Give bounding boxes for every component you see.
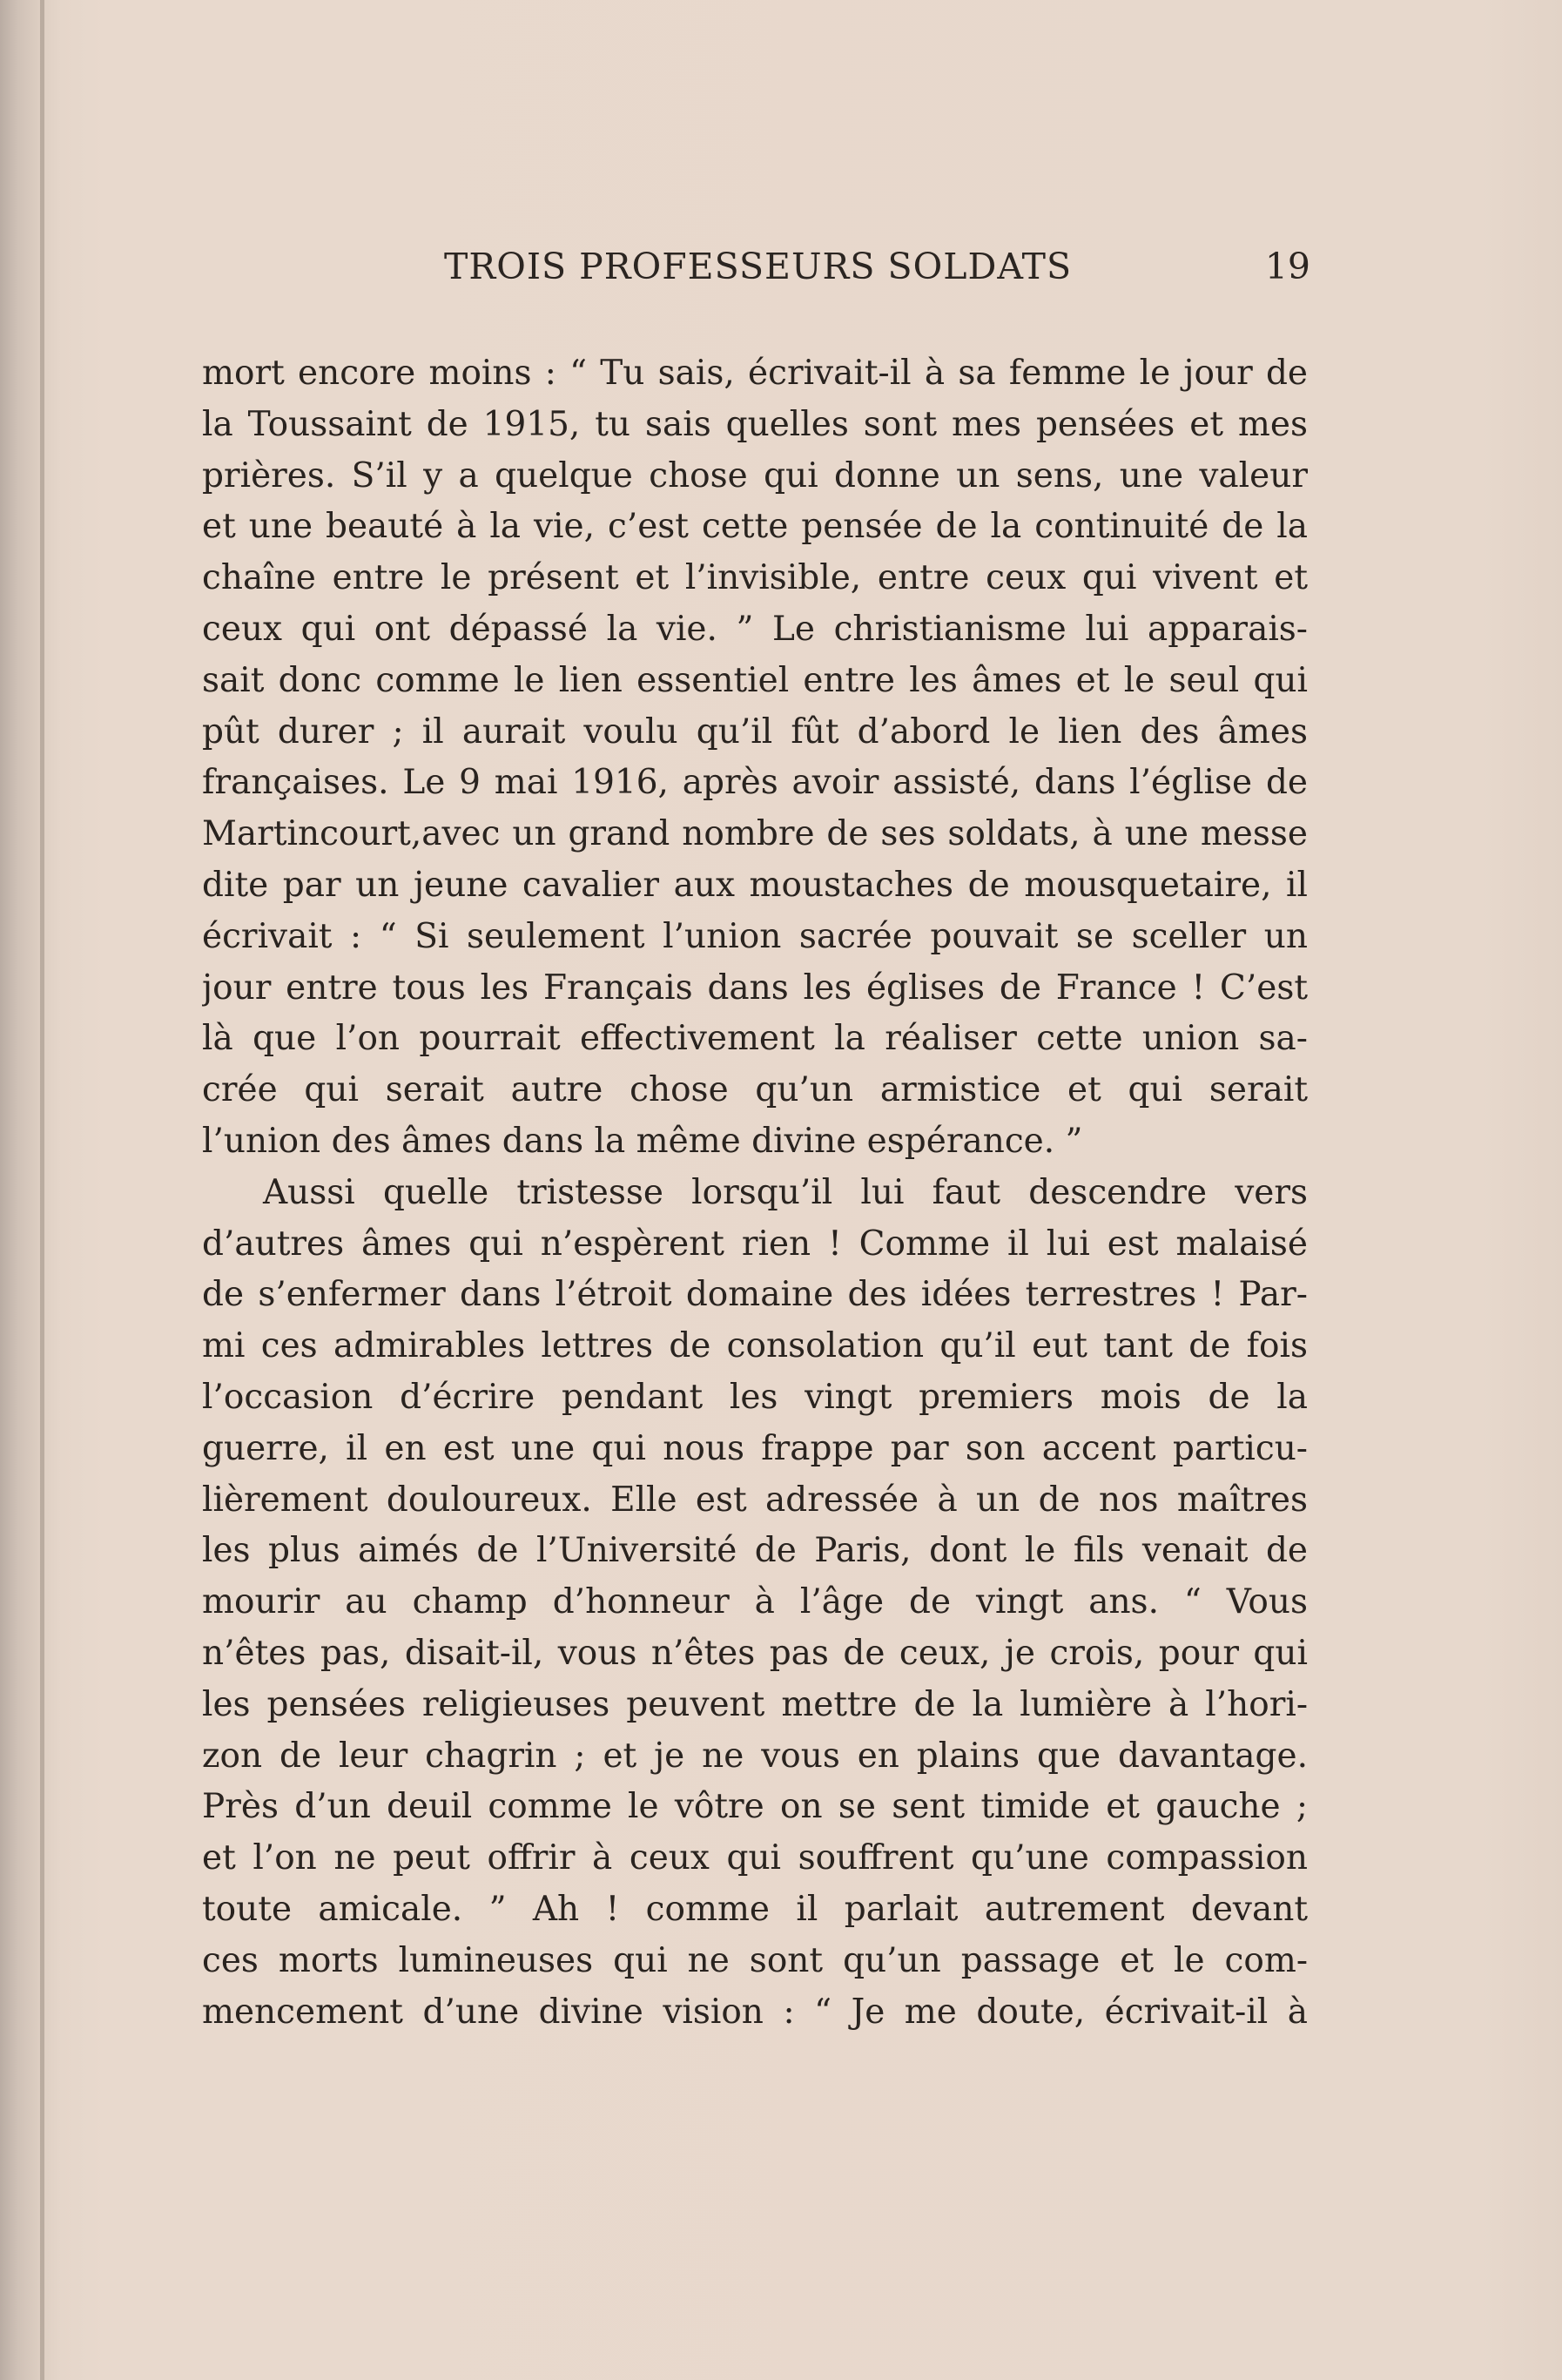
text-line: prières. S’il y a quelque chose qui donne un sens, une valeur — [202, 455, 1308, 496]
text-line: ces morts lumineuses qui ne sont qu’un passage et le com- — [202, 1940, 1308, 1980]
text-line: là que l’on pourrait effectivement la réaliser cette union sa- — [202, 1019, 1308, 1059]
text-line: guerre, il en est une qui nous frappe par son accent particu- — [202, 1428, 1308, 1468]
running-header — [205, 246, 1310, 298]
running-title: TROIS PROFESSEURS SOLDATS — [444, 246, 1073, 287]
text-line: l’occasion d’écrire pendant les vingt premiers mois de la — [202, 1377, 1308, 1417]
text-line: les pensées religieuses peuvent mettre de la lumière à l’hori- — [202, 1684, 1308, 1724]
text-line: lièrement douloureux. Elle est adressée à un de nos maîtres — [202, 1480, 1308, 1520]
text-line: et une beauté à la vie, c’est cette pensée de la continuité de la — [202, 507, 1308, 547]
text-line: zon de leur chagrin ; et je ne vous en plains que davantage. — [202, 1736, 1308, 1776]
text-line: mi ces admirables lettres de consolation qu’il eut tant de fois — [202, 1326, 1308, 1366]
text-line: n’êtes pas, disait-il, vous n’êtes pas de ceux, je crois, pour qui — [202, 1633, 1308, 1673]
text-line: d’autres âmes qui n’espèrent rien ! Comme il lui est malaisé — [202, 1224, 1308, 1264]
page-number: 19 — [1264, 246, 1310, 287]
text-line: de s’enfermer dans l’étroit domaine des idées terrestres ! Par- — [202, 1275, 1308, 1315]
text-line: sait donc comme le lien essentiel entre les âmes et le seul qui — [202, 660, 1308, 700]
text-line: ceux qui ont dépassé la vie. ” Le christianisme lui apparais- — [202, 609, 1308, 649]
text-line: crée qui serait autre chose qu’un armistice et qui serait — [202, 1070, 1308, 1110]
text-line: Près d’un deuil comme le vôtre on se sent timide et gauche ; — [202, 1787, 1308, 1827]
text-line: et l’on ne peut offrir à ceux qui souffrent qu’une compassion — [202, 1838, 1308, 1878]
text-line: écrivait : “ Si seulement l’union sacrée pouvait se sceller un — [202, 916, 1308, 956]
text-line: les plus aimés de l’Université de Paris, dont le fils venait de — [202, 1531, 1308, 1571]
text-line: Martincourt,avec un grand nombre de ses soldats, à une messe — [202, 814, 1308, 854]
text-line: la Toussaint de 1915, tu sais quelles sont mes pensées et mes — [202, 404, 1308, 444]
text-line: mencement d’une divine vision : “ Je me doute, écrivait-il à — [202, 1992, 1308, 2032]
text-line: mourir au champ d’honneur à l’âge de vingt ans. “ Vous — [202, 1582, 1308, 1622]
text-line: dite par un jeune cavalier aux moustaches de mousquetaire, il — [202, 865, 1308, 905]
paragraph-end-line: l’union des âmes dans la même divine espérance. ” — [202, 1121, 1083, 1161]
body-text — [202, 348, 1308, 2038]
text-line: françaises. Le 9 mai 1916, après avoir assisté, dans l’église de — [202, 763, 1308, 803]
text-line: jour entre tous les Français dans les églises de France ! C’est — [202, 968, 1308, 1008]
text-line: chaîne entre le présent et l’invisible, entre ceux qui vivent et — [202, 558, 1308, 598]
page-gutter — [40, 0, 44, 2380]
text-line: toute amicale. ” Ah ! comme il parlait autrement devant — [202, 1889, 1308, 1929]
paragraph-start-line: Aussi quelle tristesse lorsqu’il lui faut descendre vers — [263, 1172, 1308, 1212]
text-line: mort encore moins : “ Tu sais, écrivait-il à sa femme le jour de — [202, 354, 1308, 393]
text-line: pût durer ; il aurait voulu qu’il fût d’abord le lien des âmes — [202, 711, 1308, 752]
